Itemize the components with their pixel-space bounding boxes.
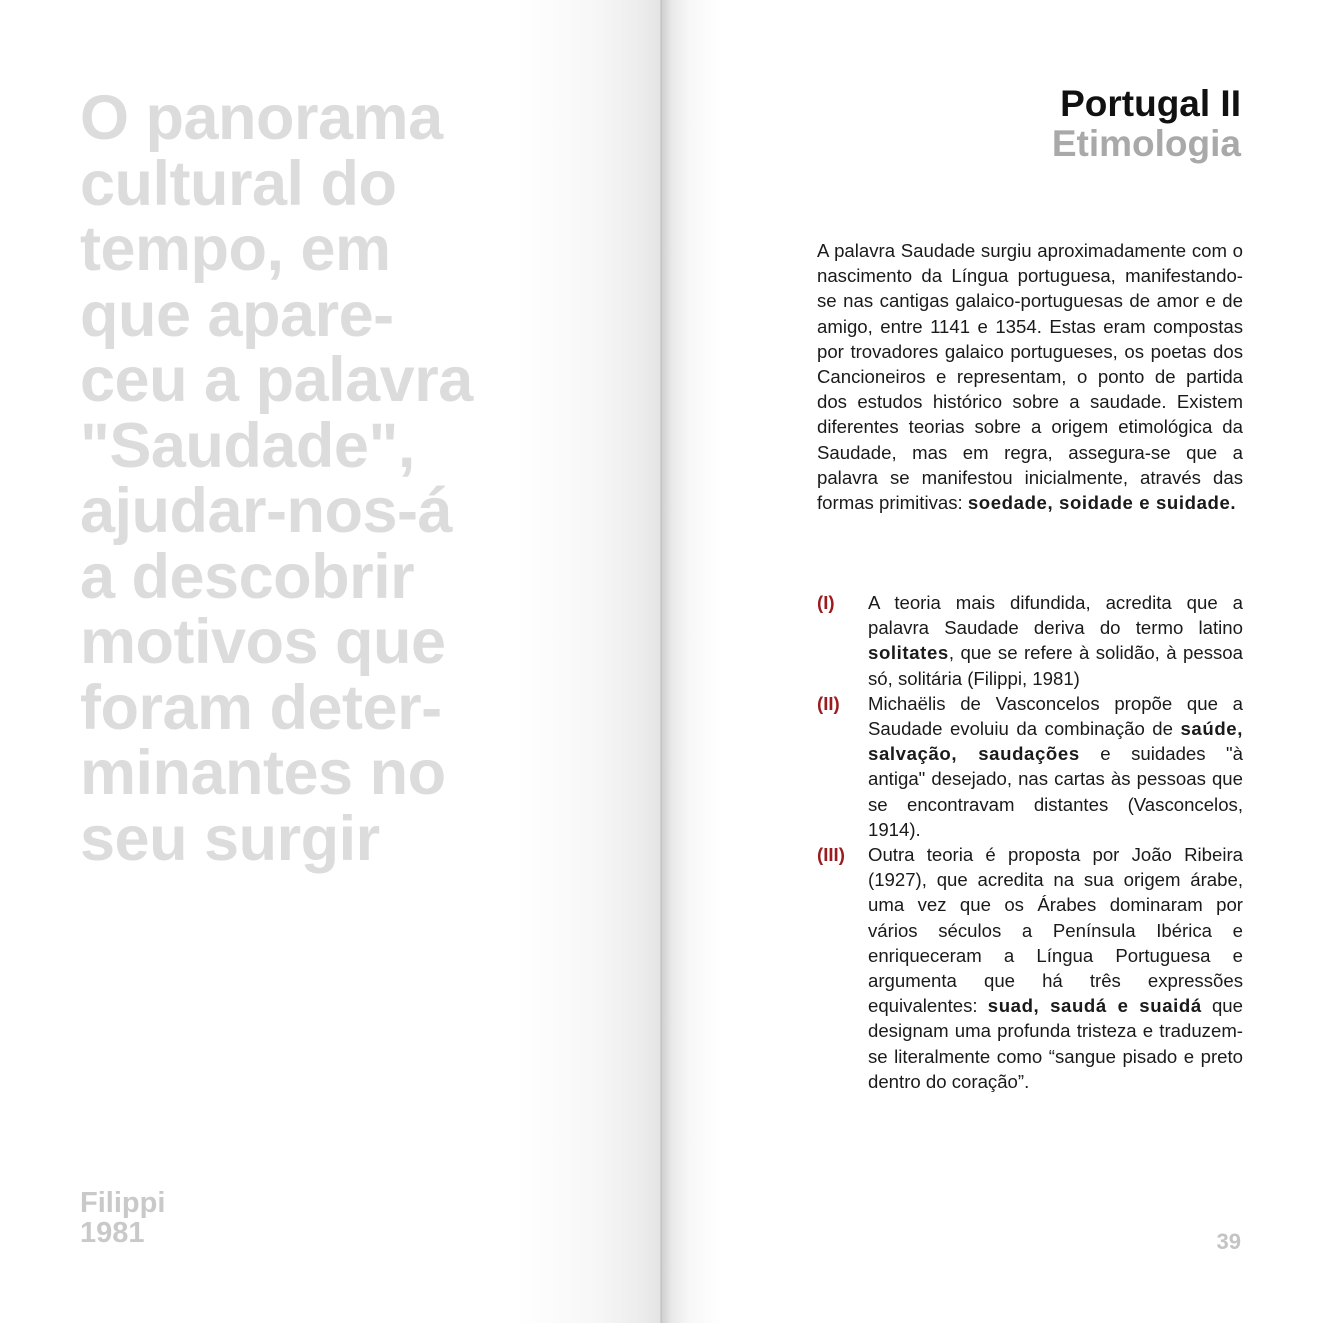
source-author: Filippi: [80, 1187, 166, 1219]
pull-quote-line: cultural do: [80, 148, 397, 219]
theory-marker: (I): [817, 592, 835, 613]
theory-text: e suidades "à antiga" desejado, nas cartas às pessoas que se encontravam distantes (Vasconcelos, 1914).: [868, 743, 1243, 840]
theory-item: [817, 691, 1243, 842]
pull-quote-line: O panorama: [80, 83, 443, 153]
theory-marker: (II): [817, 692, 840, 714]
theory-text: Michaëlis de Vasconcelos propõe que a Saudade evoluiu da combinação de: [868, 692, 1243, 740]
chapter-heading: [1052, 84, 1241, 164]
pull-quote-line: seu surgir: [80, 803, 380, 874]
page-number: 39: [1216, 1229, 1241, 1254]
pull-quote-line: a descobrir: [80, 541, 415, 612]
theory-term: saúde, salvação, saudações: [868, 718, 1243, 765]
chapter-subtitle: Etimologia: [1051, 123, 1241, 164]
theory-term: suad, saudá e suaidá: [987, 995, 1202, 1017]
pull-quote-line: ajudar-nos-á: [80, 476, 453, 546]
pull-quote-line: que apare-: [80, 279, 394, 350]
source-year: 1981: [80, 1217, 145, 1249]
pull-quote-line: ceu a palavra: [80, 345, 473, 415]
intro-bold-forms: soedade, soidade e suidade.: [967, 492, 1237, 514]
theory-text: , que se refere à solidão, à pessoa só, solitária (Filippi, 1981): [868, 642, 1243, 689]
intro-text: A palavra Saudade surgiu aproximadamente com o nascimento da Língua portuguesa, manifestando-se nas cantigas galaico-portuguesas de amor e de amigo, entre 1141 e 1354. Estas eram compostas por trovadores galaico portugueses, os poetas dos Cancioneiros e representam, o ponto de partida dos estudos histórico sobre a saudade. Existem diferentes teorias sobre a origem etimológica da Saudade, mas em regra, assegura-se que a palavra se manifestou inicialmente, através das formas primitivas:: [817, 240, 1243, 514]
theory-term: solitates: [868, 642, 949, 664]
theory-marker: (III): [817, 844, 845, 866]
theories-list: [817, 590, 1243, 1094]
theory-text: Outra teoria é proposta por João Ribeira (1927), que acredita na sua origem árabe, uma vez que os Árabes dominaram por vários séculos a Península Ibérica e enriqueceram a Língua Portuguesa e argumenta que há três expressões equivalentes:: [868, 844, 1243, 1017]
pull-quote: [80, 83, 640, 874]
pull-quote-line: tempo, em: [80, 214, 391, 284]
quote-source: [80, 1188, 165, 1248]
intro-paragraph: [817, 238, 1243, 515]
pull-quote-line: motivos que: [80, 607, 446, 677]
theory-text: A teoria mais difundida, acredita que a palavra Saudade deriva do termo latino: [868, 592, 1243, 639]
theory-text: que designam uma profunda tristeza e traduzem-se literalmente como “sangue pisado e preto dentro do coração”.: [868, 995, 1243, 1092]
theory-item: [817, 590, 1243, 691]
pull-quote-line: "Saudade",: [80, 410, 415, 481]
pull-quote-line: minantes no: [80, 738, 446, 808]
theory-item: [817, 842, 1243, 1094]
chapter-title: Portugal II: [1060, 83, 1241, 124]
pull-quote-line: foram deter-: [80, 672, 442, 743]
